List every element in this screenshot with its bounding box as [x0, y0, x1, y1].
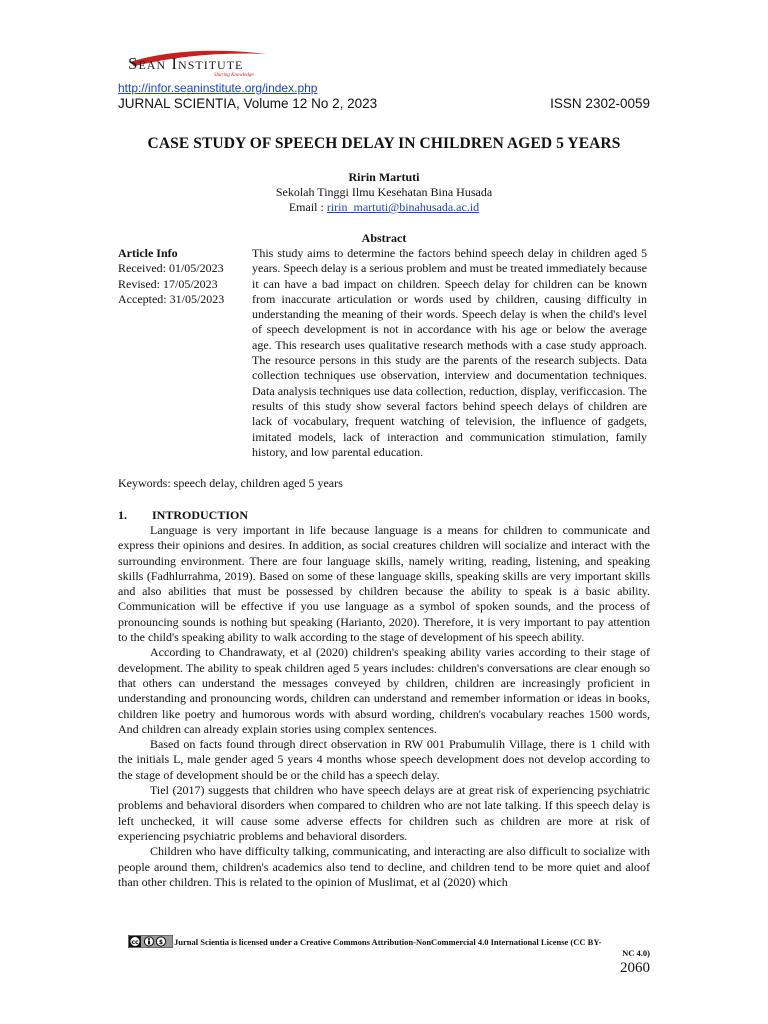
paper-title: CASE STUDY OF SPEECH DELAY IN CHILDREN AGED 5 YEARS — [147, 135, 621, 152]
section-heading — [118, 508, 248, 523]
article-info-heading: Article Info — [118, 246, 178, 260]
author-email — [118, 200, 650, 215]
paragraph: Based on facts found through direct observation in RW 001 Prabumulih Village, there is 1 child with the initials L, male gender aged 5 years 4 months whose speech development does not develop according to the stage of development should be or the child has a speech delay. — [118, 737, 650, 782]
logo-tagline: Sharing Knowledge — [214, 73, 254, 78]
article-info — [118, 246, 243, 307]
journal-url-link[interactable]: http://infor.seaninstitute.org/index.php — [118, 81, 318, 95]
paragraph: According to Chandrawaty, et al (2020) children's speaking ability varies according to their stage of development. The ability to speak children aged 5 years includes: children's conversations are clear enough so that others can understand the messages conveyed by children, children are increasingly proficient in understanding and pronouncing words, children can understand and remember information or ideas in books, children like poetry and humorous words with absurd wording, children's vocabulary reaches 1500 words, And children can already explain stories using complex sentences. — [118, 645, 650, 736]
license-text — [174, 937, 650, 959]
section-title: INTRODUCTION — [152, 508, 249, 522]
publisher-logo — [128, 48, 268, 84]
svg-text:cc: cc — [131, 939, 139, 946]
accepted-date: Accepted: 31/05/2023 — [118, 291, 225, 306]
keywords: Keywords: speech delay, children aged 5 years — [118, 476, 343, 490]
svg-text:$: $ — [158, 939, 164, 946]
journal-name: JURNAL SCIENTIA, Volume 12 No 2, 2023 — [118, 96, 378, 111]
abstract-text: This study aims to determine the factors behind speech delay in children aged 5 years. Speech delay is a serious problem and must be treated immediately because it can have a bad impact on children. Speech delay for children can be known from inaccurate articulation or words used by children, causing difficulty in understanding the meaning of their words. Speech delay is when the child's level of speech development is not in accordance with his age or below the average age. This research uses qualitative research methods with a case study approach. The resource persons in this study are the parents of the research subjects. Data collection techniques use observation, interview and documentation techniques. Data analysis techniques use data collection, reduction, display, verificcasion. The results of this study show several factors behind speech delays of children are lack of vocabulary, frequent watching of television, the influence of gadgets, imitated models, lack of interaction and communication stimulation, family history, and low parental education. — [252, 246, 647, 459]
paragraph: Language is very important in life because language is a means for children to communicate and express their opinions and desires. In addition, as social creatures children will socialize and interact with the surrounding environment. There are four language skills, namely writing, reading, listening, and speaking skills (Fadhlurrahma, 2019). Based on some of these language skills, speaking skills are very important skills and also abilities that must be possessed by children because the ability to speak is a basic ability. Communication will be effective if you use language as a symbol of spoken sounds, and the process of pronouncing sounds is nothing but speaking (Harianto, 2020). Therefore, it is very important to pay attention to the child's speaking ability to walk according to the stage of development of his speech ability. — [118, 523, 650, 645]
logo-text: Sean Institute — [128, 54, 244, 73]
revised-date: Revised: 17/05/2023 — [118, 276, 218, 291]
author-affiliation: Sekolah Tinggi Ilmu Kesehatan Bina Husada — [275, 185, 493, 199]
abstract-heading: Abstract — [361, 231, 407, 245]
paragraph: Children who have difficulty talking, communicating, and interacting are also difficult to socialize with people around them, children's academics also tend to decline, and children tend to be more quiet and aloof than other children. This is related to the opinion of Muslimat, et al (2020) which — [118, 844, 650, 889]
page-number: 2060 — [620, 960, 650, 976]
issn: ISSN 2302-0059 — [550, 96, 650, 111]
cc-by-nc-icon — [128, 935, 173, 948]
section-body — [118, 523, 650, 890]
email-label: Email : — [288, 200, 327, 214]
paragraph: Tiel (2017) suggests that children who have speech delays are at great risk of experiencing psychiatric problems and behavioral disorders when compared to children who are not late talking. If this speech delay is left unchecked, it will cause some adverse effects for children such as children are more at risk of experiencing psychiatric problems and behavioral disorders. — [118, 783, 650, 843]
license-line: Jurnal Scientia is licensed under a Creative Commons Attribution-NonCommercial 4.0 International License (CC BY- — [174, 937, 602, 947]
author-name: Ririn Martuti — [348, 170, 420, 184]
license-line-end: NC 4.0) — [622, 948, 650, 958]
section-number: 1. — [118, 508, 127, 522]
received-date: Received: 01/05/2023 — [118, 261, 224, 276]
email-link[interactable]: ririn_martuti@binahusada.ac.id — [326, 200, 480, 214]
